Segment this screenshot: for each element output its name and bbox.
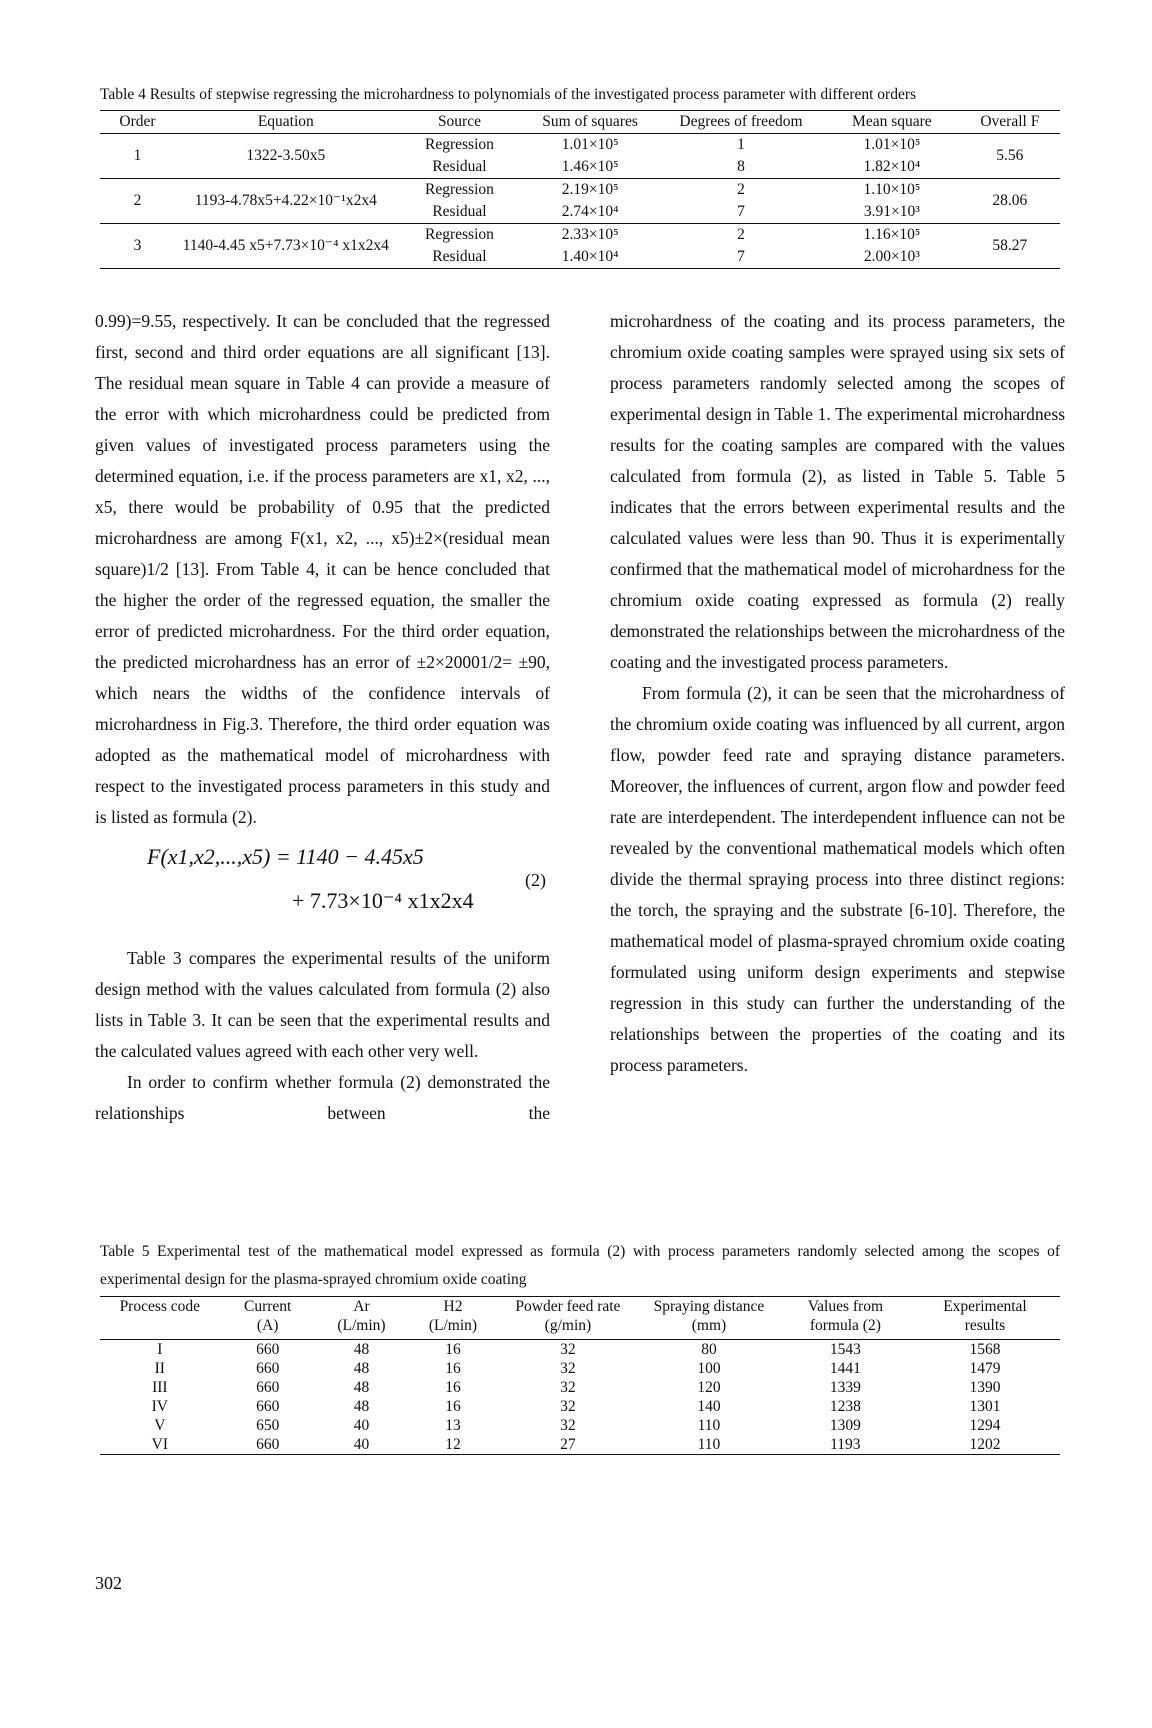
table5-cell: 32 <box>560 1398 576 1415</box>
table5-cell: 12 <box>407 1435 498 1455</box>
formula-2 <box>95 833 550 943</box>
table5-caption: Table 5 Experimental test of the mathematical model expressed as formula (2) with process parameters randomly selected among the scopes of experimental design for the plasma-sprayed chromium oxide coating <box>100 1243 1060 1288</box>
table-row <box>100 1397 1060 1416</box>
table5-header-bottom: (mm) <box>691 1317 727 1334</box>
table4-f: 5.56 <box>960 134 1060 179</box>
table4-ss: 2.19×10⁵ <box>561 181 619 198</box>
table4-header-overall-f: Overall F <box>960 111 1060 134</box>
table5-cell: 140 <box>697 1398 721 1415</box>
table4-ss: 2.33×10⁵ <box>561 226 619 243</box>
table5-header-bottom: results <box>964 1317 1006 1334</box>
table5-cell: 660 <box>256 1398 280 1415</box>
table5-cell: 16 <box>445 1360 461 1377</box>
table5-cell: 1202 <box>910 1435 1060 1455</box>
table5-header-top: H2 <box>443 1298 463 1315</box>
table5-cell: II <box>154 1360 165 1377</box>
table4-header-mean-square: Mean square <box>824 111 960 134</box>
table5 <box>100 1296 1060 1455</box>
table5-cell: 660 <box>256 1379 280 1396</box>
table-row <box>100 224 1060 247</box>
table4-f: 58.27 <box>960 224 1060 269</box>
table5-cell: 1301 <box>969 1398 1001 1415</box>
table4-f: 28.06 <box>960 179 1060 224</box>
table5-cell: 1441 <box>829 1360 861 1377</box>
table5-cell: 1339 <box>829 1379 861 1396</box>
table5-cell: 48 <box>353 1379 370 1396</box>
table4-ms: 1.10×10⁵ <box>863 181 921 198</box>
table-row <box>100 1378 1060 1397</box>
table5-cell: 660 <box>256 1360 280 1377</box>
table5-cell: 650 <box>256 1417 280 1434</box>
table5-header-bottom: (g/min) <box>544 1317 592 1334</box>
table5-cell: 32 <box>560 1360 576 1377</box>
table5-header-top: Current <box>244 1298 292 1315</box>
table4-order: 2 <box>100 179 175 224</box>
table4-header-source: Source <box>397 111 523 134</box>
table5-cell: 48 <box>353 1398 370 1415</box>
table5-header-bottom: (L/min) <box>428 1317 478 1334</box>
table5-cell: I <box>157 1341 163 1358</box>
table5-header-bottom: (A) <box>256 1317 279 1334</box>
table5-header-cell <box>407 1297 498 1340</box>
table4-ss: 1.01×10⁵ <box>561 136 619 153</box>
table5-header-top: Values from <box>807 1298 884 1315</box>
table4-equation: 1140-4.45 x5+7.73×10⁻⁴ x1x2x4 <box>175 224 397 269</box>
table5-cell: 1294 <box>969 1417 1001 1434</box>
formula-line-2: + 7.73×10⁻⁴ x1x2x4 <box>292 888 474 913</box>
table4-ms: 1.01×10⁵ <box>863 136 921 153</box>
table4-source: Residual <box>397 246 523 269</box>
table4-ms: 2.00×10³ <box>824 246 960 269</box>
table-row <box>100 1416 1060 1435</box>
table5-cell: 1568 <box>969 1341 1001 1358</box>
table4-source: Regression <box>425 226 494 243</box>
table5-header-cell <box>316 1297 407 1340</box>
table4-header-degrees-of-freedom: Degrees of freedom <box>658 111 824 134</box>
table4-df: 7 <box>658 246 824 269</box>
left-paragraph-1: 0.99)=9.55, respectively. It can be concluded that the regressed first, second and third order equations are all significant [13]. The residual mean square in Table 4 can provide a measure of the error with which microhardness could be predicted from given values of investigated process parameters using the determined equation, i.e. if the process parameters are x1, x2, ..., x5, there would be probability of 0.95 that the predicted microhardness are among F(x1, x2, ..., x5)±2×(residual mean square)1/2 [13]. From Table 4, it can be hence concluded that the higher the order of the regressed equation, the smaller the error of predicted microhardness. For the third order equation, the predicted microhardness has an error of ±2×20001/2= ±90, which nears the widths of the confidence intervals of microhardness in Fig.3. Therefore, the third order equation was adopted as the mathematical model of microhardness with respect to the investigated process parameters in this study and is listed as formula (2). <box>95 311 550 827</box>
table5-cell: 40 <box>353 1417 370 1434</box>
table5-cell: 13 <box>445 1417 461 1434</box>
table5-cell: 1543 <box>829 1341 861 1358</box>
table5-header-cell <box>781 1297 910 1340</box>
left-column <box>95 306 550 1129</box>
table5-header-cell <box>100 1297 220 1340</box>
left-paragraph-3: In order to confirm whether formula (2) demonstrated the relationships between the <box>95 1072 550 1123</box>
table4-source: Regression <box>425 136 494 153</box>
table5-cell: 80 <box>701 1341 717 1358</box>
formula-line-1: F(x1,x2,...,x5) = 1140 − 4.45x5 <box>147 844 424 869</box>
table5-cell: VI <box>100 1435 220 1455</box>
table5-cell: 16 <box>445 1341 461 1358</box>
table5-cell: IV <box>151 1398 168 1415</box>
table4-ss: 1.46×10⁵ <box>522 156 658 179</box>
table4-df: 2 <box>737 181 745 198</box>
table4-header-sum-of-squares: Sum of squares <box>522 111 658 134</box>
table5-header-top: Spraying distance <box>653 1298 765 1315</box>
page-number: 302 <box>95 1573 122 1593</box>
table5-cell: 660 <box>256 1341 280 1358</box>
table5-cell: 32 <box>560 1417 576 1434</box>
table4-header-order: Order <box>100 111 175 134</box>
table5-cell: 40 <box>316 1435 407 1455</box>
table5-header-cell <box>499 1297 637 1340</box>
table5-header-cell <box>637 1297 781 1340</box>
table5-cell: 16 <box>445 1379 461 1396</box>
table5-cell: III <box>152 1379 168 1396</box>
formula-number: (2) <box>525 870 546 890</box>
table4-ss: 1.40×10⁴ <box>522 246 658 269</box>
table5-cell: V <box>154 1417 166 1434</box>
table4 <box>100 110 1060 269</box>
table5-header-row <box>100 1297 1060 1340</box>
table5-cell: 110 <box>697 1417 721 1434</box>
table4-equation: 1322-3.50x5 <box>175 134 397 179</box>
right-paragraph-1: microhardness of the coating and its process parameters, the chromium oxide coating samples were sprayed using six sets of process parameters randomly selected among the scopes of experimental design in Table 1. The experimental microhardness results for the coating samples are compared with the values calculated from formula (2), as listed in Table 5. Table 5 indicates that the errors between experimental results and the calculated values were less than 90. Thus it is experimentally confirmed that the mathematical model of microhardness for the chromium oxide coating expressed as formula (2) really demonstrated the relationships between the microhardness of the coating and the investigated process parameters. <box>610 311 1065 672</box>
table5-cell: 32 <box>560 1379 576 1396</box>
table-row <box>100 134 1060 157</box>
table5-body <box>100 1340 1060 1455</box>
table4-df: 8 <box>658 156 824 179</box>
table4-source: Residual <box>397 201 523 224</box>
table5-header-top: Process code <box>119 1298 201 1315</box>
table5-header-bottom: formula (2) <box>809 1317 881 1334</box>
table4-order: 3 <box>100 224 175 269</box>
table4-order: 1 <box>100 134 175 179</box>
table5-cell: 32 <box>560 1341 576 1358</box>
table4-ms: 1.16×10⁵ <box>863 226 921 243</box>
right-column <box>610 306 1065 1081</box>
right-paragraph-2: From formula (2), it can be seen that the microhardness of the chromium oxide coating was influenced by all current, argon flow, powder feed rate and spraying distance parameters. Moreover, the influences of current, argon flow and powder feed rate are interdependent. The interdependent influence can not be revealed by the conventional mathematical models which often divide the thermal spraying process into three distinct regions: the torch, the spraying and the substrate [6-10]. Therefore, the mathematical model of plasma-sprayed chromium oxide coating formulated using uniform design experiments and stepwise regression in this study can further the understanding of the relationships between the properties of the coating and its process parameters. <box>610 683 1065 1075</box>
table4-ms: 3.91×10³ <box>824 201 960 224</box>
table4-ms: 1.82×10⁴ <box>824 156 960 179</box>
table5-header-top: Powder feed rate <box>515 1298 621 1315</box>
table5-header-cell <box>220 1297 316 1340</box>
table5-cell: 1390 <box>969 1379 1001 1396</box>
table5-cell: 1193 <box>781 1435 910 1455</box>
table4-source: Residual <box>397 156 523 179</box>
left-paragraph-2: Table 3 compares the experimental results of the uniform design method with the values calculated from formula (2) also lists in Table 3. It can be seen that the experimental results and the calculated values agreed with each other very well. <box>95 948 550 1061</box>
table5-cell: 660 <box>220 1435 316 1455</box>
table-row <box>100 1359 1060 1378</box>
table4-equation: 1193-4.78x5+4.22×10⁻¹x2x4 <box>175 179 397 224</box>
table5-cell: 27 <box>499 1435 637 1455</box>
table5-cell: 16 <box>445 1398 461 1415</box>
table4-header-row <box>100 111 1060 134</box>
table4-df: 1 <box>737 136 745 153</box>
table5-cell: 1309 <box>829 1417 861 1434</box>
table4-header-equation: Equation <box>175 111 397 134</box>
table5-cell: 120 <box>697 1379 721 1396</box>
table5-header-top: Ar <box>353 1298 370 1315</box>
table4-source: Regression <box>425 181 494 198</box>
table-row <box>100 179 1060 202</box>
table5-header-bottom: (L/min) <box>337 1317 386 1334</box>
table-row <box>100 1340 1060 1360</box>
table5-cell: 1479 <box>969 1360 1001 1377</box>
table5-cell: 100 <box>697 1360 721 1377</box>
table5-cell: 110 <box>637 1435 781 1455</box>
table5-cell: 48 <box>353 1360 370 1377</box>
table5-header-top: Experimental <box>943 1298 1027 1315</box>
table4-caption: Table 4 Results of stepwise regressing the microhardness to polynomials of the investigated process parameter with different orders <box>100 86 917 103</box>
table4-ss: 2.74×10⁴ <box>522 201 658 224</box>
table-row <box>100 1435 1060 1455</box>
table5-header-cell <box>910 1297 1060 1340</box>
table5-cell: 1238 <box>829 1398 861 1415</box>
table5-cell: 48 <box>353 1341 370 1358</box>
table4-df: 7 <box>658 201 824 224</box>
table4-df: 2 <box>737 226 745 243</box>
